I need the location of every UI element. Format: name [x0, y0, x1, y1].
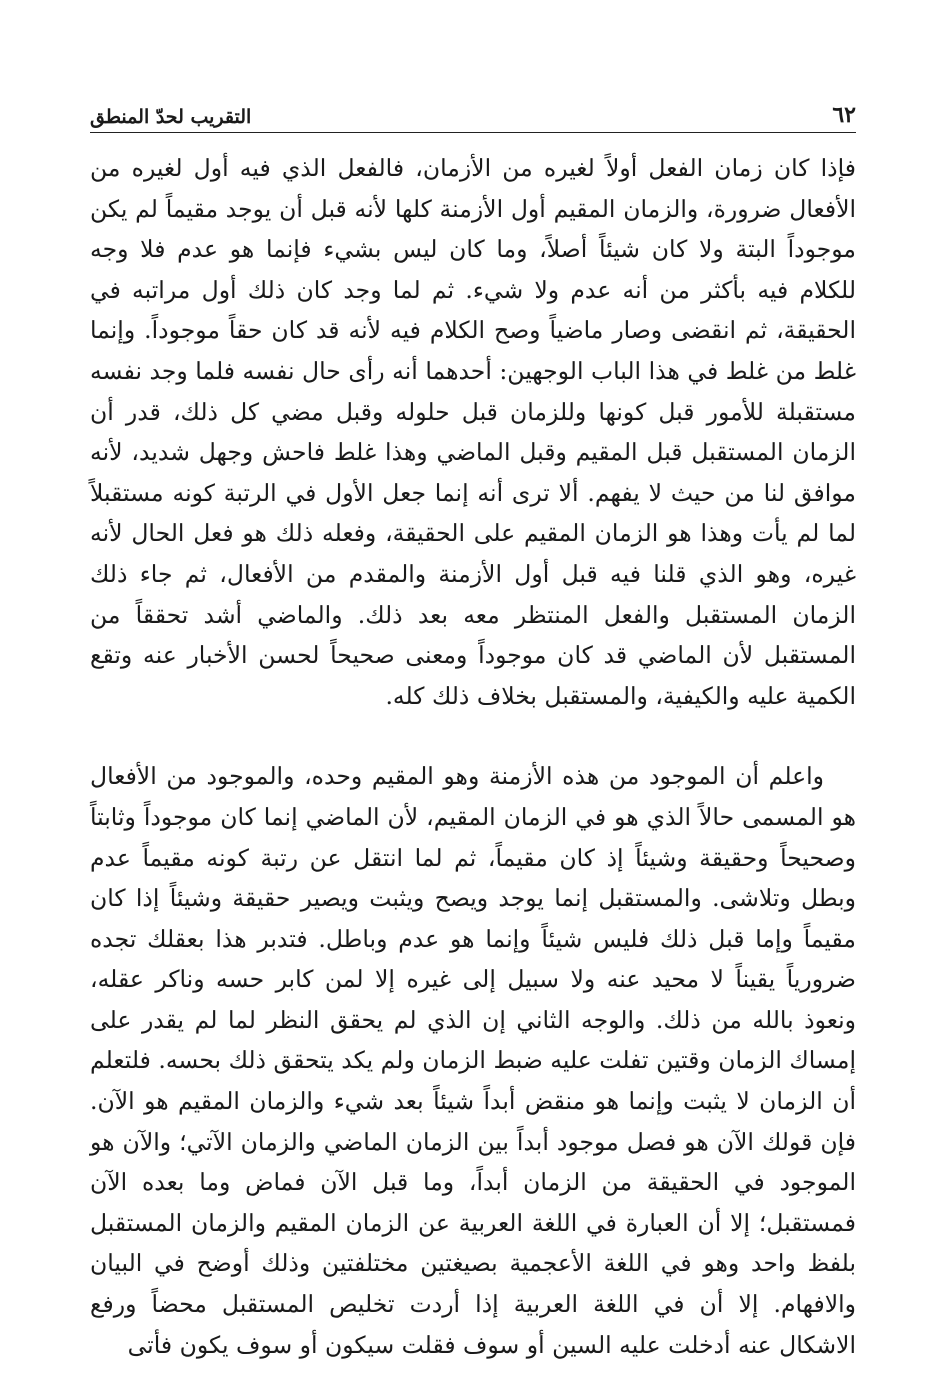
running-header	[90, 92, 856, 133]
paragraph-2: واعلم أن الموجود من هذه الأزمنة وهو المقيم وحده، والموجود من الأفعال هو المسمى حالاً الذي هو في الزمان المقيم، لأن الماضي إنما كان موجوداً وثابتاً وصحيحاً وحقيقة وشيئاً إذ كان مقيماً، ثم لما انتقل عن رتبة كونه مقيماً عدم وبطل وتلاشى. والمستقبل إنما يوجد ويصح ويثبت ويصير حقيقة وشيئاً إذا كان مقيماً وإما قبل ذلك فليس شيئاً وإنما هو عدم وباطل. فتدبر هذا بعقلك تجده ضرورياً يقيناً لا محيد عنه ولا سبيل إلى غيره إلا لمن كابر حسه وناكر عقله، ونعوذ بالله من ذلك. والوجه الثاني إن الذي لم يحقق النظر لما لم يقدر على إمساك الزمان وقتين تفلت عليه ضبط الزمان ولم يكد يتحقق ذلك بحسه. فلتعلم أن الزمان لا يثبت وإنما هو منقض أبداً شيئاً بعد شيء والزمان المقيم هو الآن. فإن قولك الآن هو فصل موجود أبداً بين الزمان الماضي والزمان الآتي؛ والآن هو الموجود في الحقيقة من الزمان أبداً، وما قبل الآن فماض وما بعده الآن فمستقبل؛ إلا أن العبارة في اللغة العربية عن الزمان المقيم والزمان المستقبل بلفظ واحد وهو في اللغة الأعجمية بصيغتين مختلفتين وذلك أوضح في البيان والافهام. إلا أن في اللغة العربية إذا أردت تخليص المستقبل محضاً ورفع الاشكال عنه أدخلت عليه السين أو سوف فقلت سيكون أو سوف يكون فأتى	[90, 762, 857, 1359]
paragraph-1: فإذا كان زمان الفعل أولاً لغيره من الأزمان، فالفعل الذي فيه أول لغيره من الأفعال ضرورة، والزمان المقيم أول الأزمنة كلها لأنه قبل أن يوجد مقيماً لم يكن موجوداً البتة ولا كان شيئاً أصلاً، وما كان ليس بشيء فإنما هو عدم فلا وجه للكلام فيه بأكثر من أنه عدم ولا شيء. ثم لما وجد كان ذلك أول مراتبه في الحقيقة، ثم انقضى وصار ماضياً وصح الكلام فيه لأنه قد كان حقاً موجوداً. وإنما غلط من غلط في هذا الباب الوجهين: أحدهما أنه رأى حال نفسه فلما وجد نفسه مستقبلة للأمور قبل كونها وللزمان قبل حلوله وقبل مضي كل ذلك، قدر أن الزمان المستقبل قبل المقيم وقبل الماضي وهذا غلط فاحش وجهل شديد، لأنه موافق لنا من حيث لا يفهم. ألا ترى أنه إنما جعل الأول في الرتبة كونه مستقبلاً لما لم يأت وهذا هو الزمان المقيم على الحقيقة، وفعله ذلك هو فعل الحال لأنه غيره، وهو الذي قلنا فيه قبل أول الأزمنة والمقدم من الأفعال، ثم جاء ذلك الزمان المستقبل والفعل المنتظر معه بعد ذلك. والماضي أشد تحققاً من المستقبل لأن الماضي قد كان موجوداً ومعنى صحيحاً لحسن الأخبار عنه وتقع الكمية عليه والكيفية، والمستقبل بخلاف ذلك كله.	[90, 154, 856, 710]
book-title: التقريب لحدّ المنطق	[90, 106, 252, 128]
body-text	[90, 148, 856, 1365]
page-number: ٦٢	[832, 102, 856, 128]
